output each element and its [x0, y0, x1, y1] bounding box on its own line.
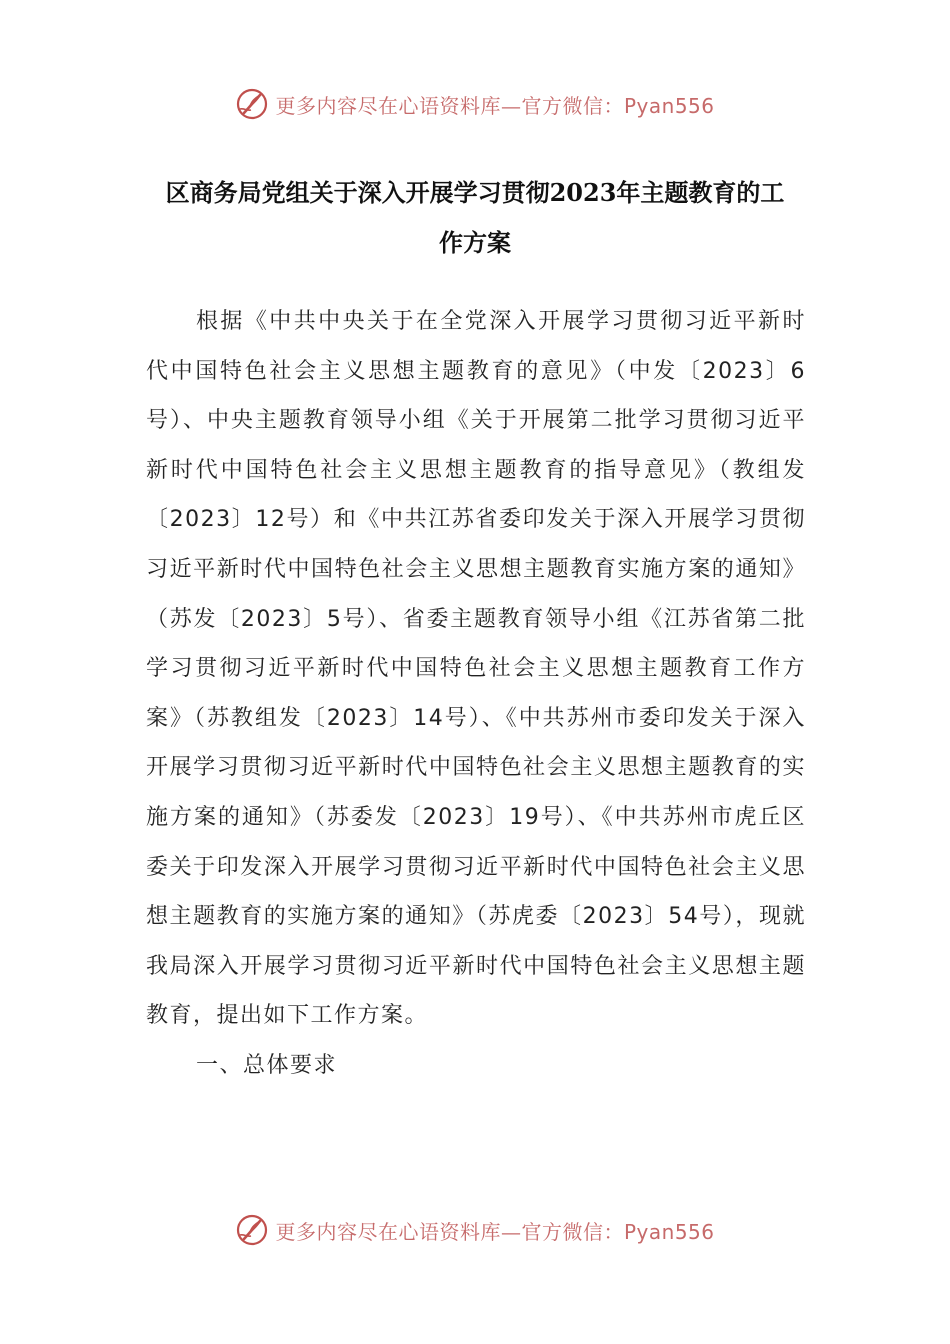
title-line-1: 区商务局党组关于深入开展学习贯彻2023年主题教育的工 [165, 178, 785, 207]
body-paragraph: 根据《中共中央关于在全党深入开展学习贯彻习近平新时代中国特色社会主义思想主题教育的意见》（中发〔2023〕6号）、中央主题教育领导小组《关于开展第二批学习贯彻习近平新时代中国特色社会主义思想主题教育的指导意见》（教组发〔2023〕12号）和《中共江苏省委印发关于深入开展学习贯彻习近平新时代中国特色社会主义思想主题教育实施方案的通知》（苏发〔2023〕5号）、省委主题教育领导小组《江苏省第二批学习贯彻习近平新时代中国特色社会主义思想主题教育工作方案》（苏教组发〔2023〕14号）、《中共苏州市委印发关于深入开展学习贯彻习近平新时代中国特色社会主义思想主题教育的实施方案的通知》（苏委发〔2023〕19号）、《中共苏州市虎丘区委关于印发深入开展学习贯彻习近平新时代中国特色社会主义思想主题教育的实施方案的通知》（苏虎委〔2023〕54号），现就我局深入开展学习贯彻习近平新时代中国特色社会主义思想主题教育，提出如下工作方案。 [146, 309, 806, 1029]
banner-wechat-id: Pyan556 [623, 93, 715, 118]
document-body [146, 297, 806, 1091]
banner-text [275, 90, 714, 119]
document-title [130, 168, 820, 268]
banner-text [275, 1216, 714, 1245]
footer-watermark-banner [0, 1210, 950, 1250]
banner-label: 更多内容尽在心语资料库—官方微信： [275, 1219, 624, 1244]
header-watermark-banner [0, 84, 950, 124]
title-line-2: 作方案 [439, 228, 511, 257]
section-heading: 一、总体要求 [196, 1052, 338, 1078]
banner-label: 更多内容尽在心语资料库—官方微信： [275, 93, 624, 118]
banner-wechat-id: Pyan556 [623, 1219, 715, 1244]
quill-pen-circle-icon [235, 1213, 269, 1247]
quill-pen-circle-icon [235, 87, 269, 121]
